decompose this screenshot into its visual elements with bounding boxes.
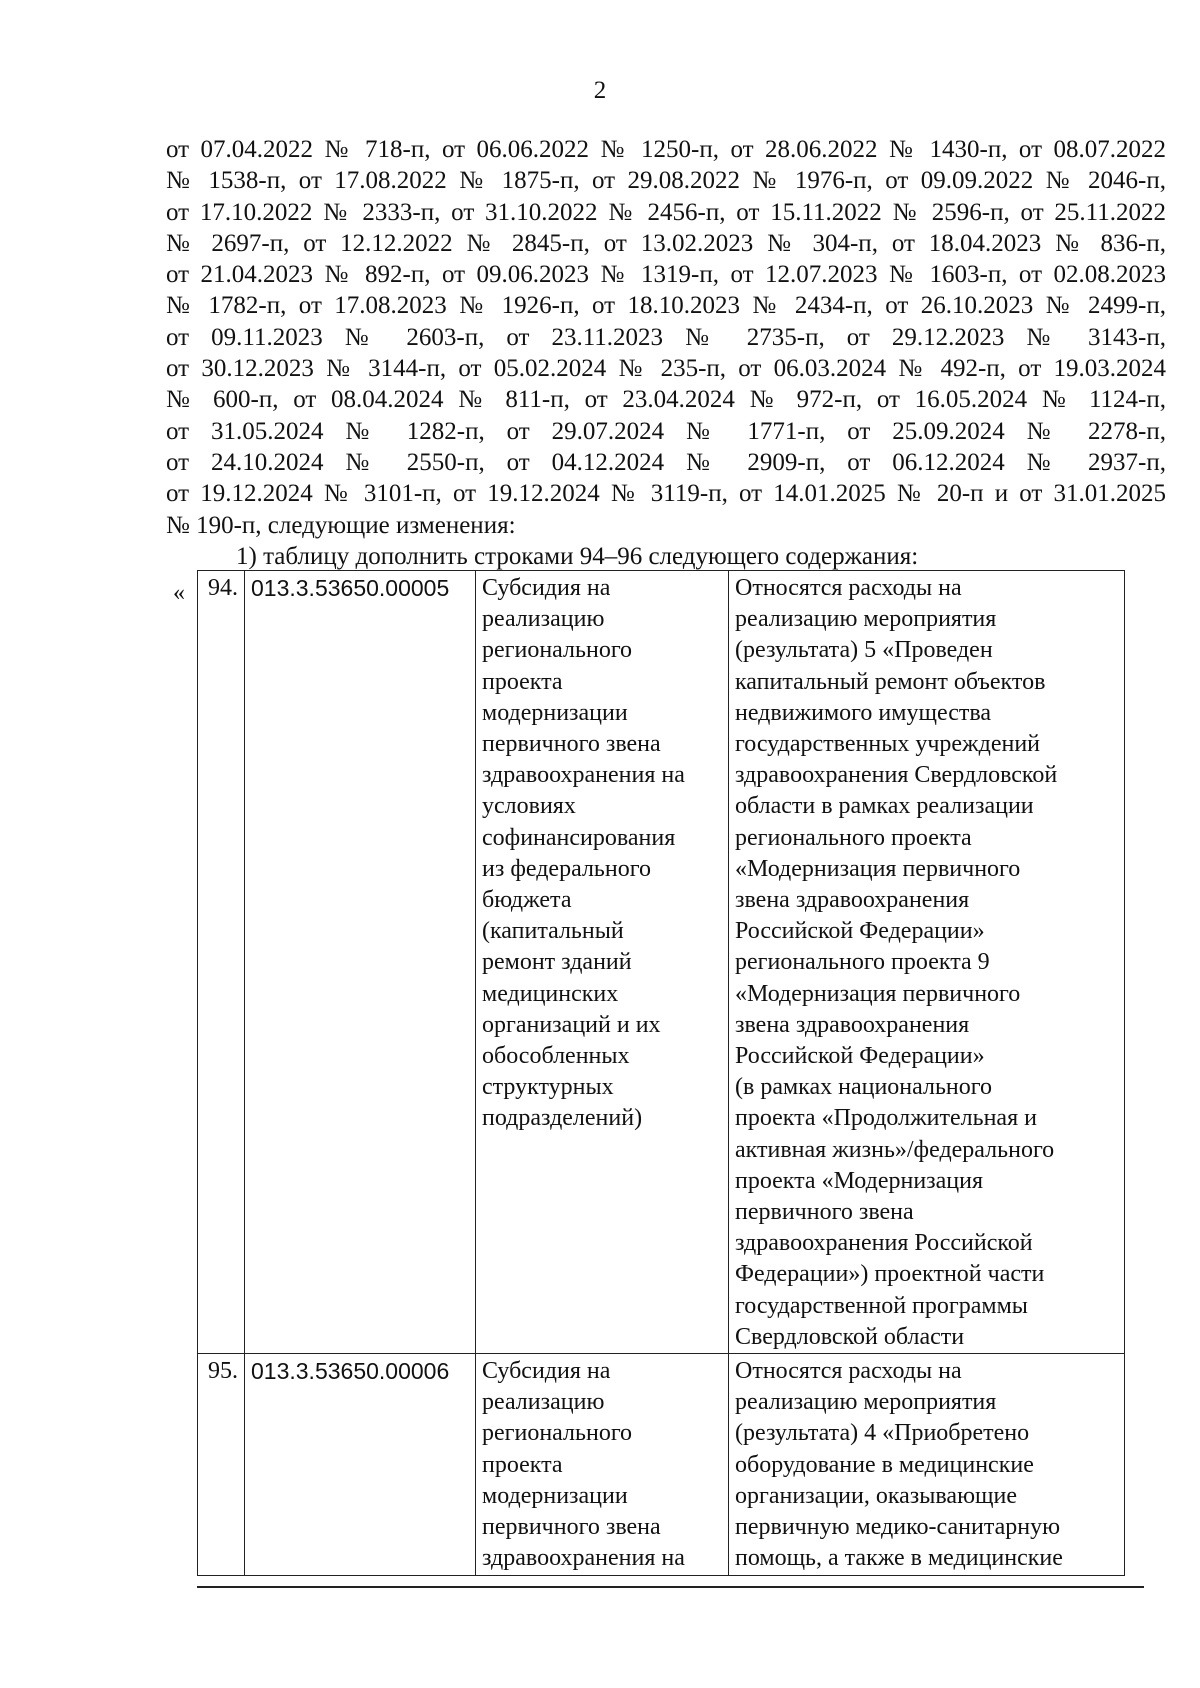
- name-line: проекта: [482, 668, 563, 695]
- row-number: 94.: [198, 571, 245, 1354]
- paragraph-line: от 09.11.2023 № 2603-п, от 23.11.2023 № 2735-п, от 29.12.2023 № 3143-п,: [166, 323, 1166, 351]
- description-line: регионального проекта: [735, 824, 972, 851]
- description-line: области в рамках реализации: [735, 793, 1034, 820]
- name-line: Субсидия на: [482, 1358, 611, 1385]
- description-line: (результата) 4 «Приобретено: [735, 1420, 1030, 1447]
- paragraph-line: № 190-п, следующие изменения:: [166, 511, 516, 539]
- name-line: регионального: [482, 637, 633, 664]
- expense-name: [476, 1354, 729, 1575]
- amendments-paragraph: [166, 134, 1166, 572]
- name-line: реализацию: [482, 606, 605, 633]
- paragraph-line: от 17.10.2022 № 2333-п, от 31.10.2022 № 2456-п, от 15.11.2022 № 2596-п, от 25.11.2022: [166, 198, 1166, 226]
- paragraph-line: от 31.05.2024 № 1282-п, от 29.07.2024 № 1771-п, от 25.09.2024 № 2278-п,: [166, 417, 1166, 445]
- table-row: [198, 571, 1125, 1354]
- paragraph-line: от 24.10.2024 № 2550-п, от 04.12.2024 № 2909-п, от 06.12.2024 № 2937-п,: [166, 448, 1166, 476]
- budget-code: 013.3.53650.00006: [245, 1354, 476, 1575]
- name-line: структурных: [482, 1074, 614, 1101]
- paragraph-line: от 07.04.2022 № 718-п, от 06.06.2022 № 1250-п, от 28.06.2022 № 1430-п, от 08.07.2022: [166, 136, 1166, 163]
- description-line: звена здравоохранения: [735, 1011, 970, 1038]
- name-line: условиях: [482, 793, 576, 820]
- description-line: Относятся расходы на: [735, 575, 962, 601]
- paragraph-line: № 2697-п, от 12.12.2022 № 2845-п, от 13.02.2023 № 304-п, от 18.04.2023 № 836-п,: [166, 229, 1166, 257]
- name-line: модернизации: [482, 699, 628, 726]
- description-line: оборудование в медицинские: [735, 1451, 1034, 1478]
- description-line: Свердловской области: [735, 1323, 965, 1350]
- paragraph-line: от 19.12.2024 № 3101-п, от 19.12.2024 № 3119-п, от 14.01.2025 № 20-п и от 31.01.2025: [166, 480, 1166, 508]
- name-line: подразделений): [482, 1105, 643, 1132]
- description-line: «Модернизация первичного: [735, 980, 1021, 1007]
- table-bottom-border: [197, 1586, 1144, 1588]
- name-line: здравоохранения на: [482, 1545, 685, 1572]
- description-line: проекта «Модернизация: [735, 1167, 984, 1194]
- name-line: медицинских: [482, 980, 619, 1007]
- description-line: регионального проекта 9: [735, 949, 990, 976]
- description-line: «Модернизация первичного: [735, 855, 1021, 882]
- expense-description: [729, 571, 1125, 1354]
- description-line: государственной программы: [735, 1292, 1028, 1319]
- description-line: звена здравоохранения: [735, 887, 970, 914]
- paragraph-line: № 1538-п, от 17.08.2022 № 1875-п, от 29.08.2022 № 1976-п, от 09.09.2022 № 2046-п,: [166, 167, 1166, 195]
- name-line: (капитальный: [482, 918, 624, 945]
- paragraph-line: от 30.12.2023 № 3144-п, от 05.02.2024 № 235-п, от 06.03.2024 № 492-п, от 19.03.2024: [166, 355, 1166, 383]
- description-line: (в рамках национального: [735, 1074, 993, 1101]
- expense-description: [729, 1354, 1125, 1575]
- name-line: первичного звена: [482, 731, 661, 758]
- table-row: [198, 1354, 1125, 1575]
- name-line: из федерального: [482, 855, 651, 882]
- instruction-line: 1) таблицу дополнить строками 94–96 следующего содержания:: [236, 542, 919, 570]
- description-line: организации, оказывающие: [735, 1482, 1017, 1509]
- name-line: модернизации: [482, 1482, 628, 1509]
- paragraph-line: № 1782-п, от 17.08.2023 № 1926-п, от 18.10.2023 № 2434-п, от 26.10.2023 № 2499-п,: [166, 292, 1166, 320]
- name-line: реализацию: [482, 1389, 605, 1416]
- description-line: государственных учреждений: [735, 731, 1041, 758]
- opening-quote-mark: «: [173, 580, 185, 606]
- description-line: Относятся расходы на: [735, 1358, 962, 1385]
- name-line: Субсидия на: [482, 575, 611, 601]
- name-line: софинансирования: [482, 824, 676, 851]
- description-line: первичного звена: [735, 1199, 914, 1226]
- description-line: Российской Федерации»: [735, 1043, 985, 1070]
- description-line: недвижимого имущества: [735, 699, 991, 726]
- row-number: 95.: [198, 1354, 245, 1575]
- name-line: здравоохранения на: [482, 762, 685, 789]
- description-line: первичную медико-санитарную: [735, 1514, 1061, 1541]
- name-line: бюджета: [482, 887, 572, 914]
- description-line: реализацию мероприятия: [735, 1389, 997, 1416]
- description-line: помощь, а также в медицинские: [735, 1545, 1063, 1572]
- description-line: здравоохранения Свердловской: [735, 762, 1058, 789]
- name-line: организаций и их: [482, 1011, 661, 1038]
- description-line: Федерации») проектной части: [735, 1261, 1045, 1288]
- name-line: обособленных: [482, 1043, 630, 1070]
- name-line: ремонт зданий: [482, 949, 632, 976]
- description-line: Российской Федерации»: [735, 918, 985, 945]
- name-line: первичного звена: [482, 1514, 661, 1541]
- description-line: проекта «Продолжительная и: [735, 1105, 1037, 1132]
- paragraph-line: от 21.04.2023 № 892-п, от 09.06.2023 № 1319-п, от 12.07.2023 № 1603-п, от 02.08.2023: [166, 261, 1166, 289]
- name-line: регионального: [482, 1420, 633, 1447]
- description-line: (результата) 5 «Проведен: [735, 637, 993, 664]
- budget-code: 013.3.53650.00005: [245, 571, 476, 1354]
- budget-codes-table: [197, 570, 1125, 1576]
- name-line: проекта: [482, 1451, 563, 1478]
- page-number: 2: [593, 77, 607, 104]
- description-line: активная жизнь»/федерального: [735, 1136, 1055, 1163]
- description-line: капитальный ремонт объектов: [735, 668, 1046, 695]
- expense-name: [476, 571, 729, 1354]
- paragraph-line: № 600-п, от 08.04.2024 № 811-п, от 23.04.2024 № 972-п, от 16.05.2024 № 1124-п,: [166, 386, 1166, 414]
- description-line: здравоохранения Российской: [735, 1230, 1033, 1257]
- description-line: реализацию мероприятия: [735, 606, 997, 633]
- page-bottom-margin: [0, 1588, 1200, 1688]
